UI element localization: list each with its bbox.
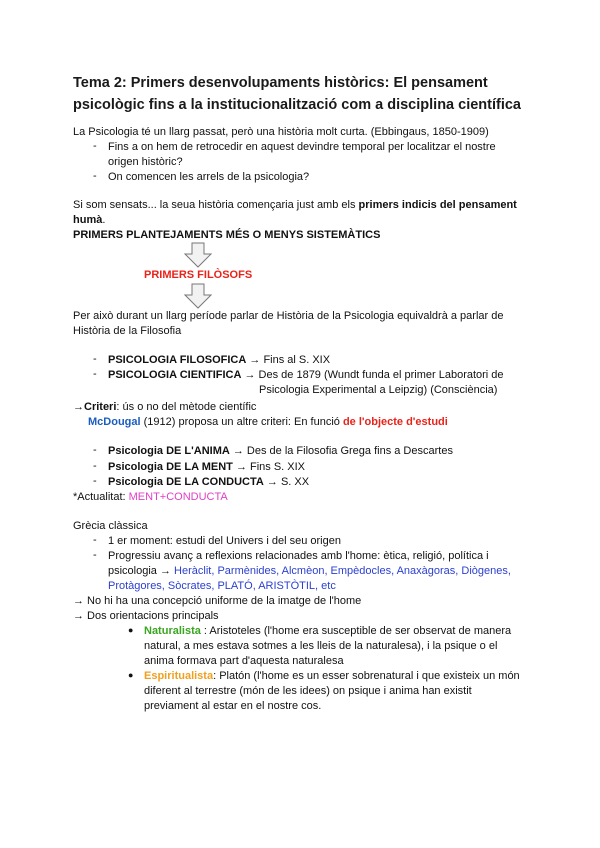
grecia-heading: Grècia clàssica — [73, 520, 148, 532]
per-aixo-line-1: Per això durant un llarg període parlar de Història de la Psicologia equivaldrà a parlar de — [73, 310, 504, 322]
senses-line-2: humà. — [73, 214, 106, 226]
dash: - — [93, 170, 97, 182]
naturalista-line-3: anima formava part d'aquesta naturalesa — [144, 655, 344, 667]
down-arrow-icon — [184, 283, 212, 309]
espiritualista-line-1: Espiritualista: Platón (l'home es un esser sobrenatural i que existeix un món — [144, 670, 520, 682]
dash: - — [93, 368, 97, 380]
naturalista-line-2: natural, a mes estava sotmes a les lleis de la naturalesa), i la psique o el — [144, 640, 498, 652]
dos-orientacions-line: → Dos orientacions principals — [73, 610, 219, 622]
dash: - — [93, 475, 97, 487]
actualitat-line: *Actualitat: MENT+CONDUCTA — [73, 491, 228, 503]
naturalista-line-1: Naturalista : Aristoteles (l'home era susceptible de ser observat de manera — [144, 625, 512, 637]
page-title: Tema 2: Primers desenvolupaments històrics: El pensament psicològic fins a la institucionalització com a disciplina científica — [73, 75, 521, 113]
no-uniforme-line: → No hi ha una concepció uniforme de la imatge de l'home — [73, 595, 362, 607]
espiritualista-line-3: previament al estar en el nostre cos. — [144, 700, 322, 712]
psicologia-filosofica: PSICOLOGIA FILOSOFICA → Fins al S. XIX — [108, 354, 331, 366]
dash: - — [93, 444, 97, 456]
psicologia-ment: Psicologia DE LA MENT → Fins S. XIX — [108, 461, 306, 473]
question-1a: Fins a on hem de retrocedir en aquest devindre temporal per localitzar el nostre — [108, 141, 496, 153]
grecia-item-1: 1 er moment: estudi del Univers i del seu origen — [108, 535, 341, 547]
grecia-item-2: Progressiu avanç a reflexions relacionades amb l'home: ètica, religió, política i — [108, 550, 489, 562]
espiritualista-line-2: diferent al terrestre (món de les idees) on psique i anima han existit — [144, 685, 472, 697]
intro-text: La Psicologia té un llarg passat, però una història molt curta. (Ebbingaus, 1850-1909) — [73, 126, 489, 138]
psicologia-cientifica: PSICOLOGIA CIENTIFICA → Des de 1879 (Wundt funda el primer Laboratori de — [108, 369, 504, 381]
dash: - — [93, 140, 97, 152]
psicologia-conducta: Psicologia DE LA CONDUCTA → S. XX — [108, 476, 310, 488]
dash: - — [93, 549, 97, 561]
bullet-icon: ● — [128, 670, 134, 680]
dash: - — [93, 534, 97, 546]
filosofs-heading: PRIMERS FILÒSOFS — [144, 269, 253, 281]
plantejaments-heading: PRIMERS PLANTEJAMENTS MÉS O MENYS SISTEMÀTICS — [73, 229, 381, 241]
dash: - — [93, 353, 97, 365]
grecia-names-2: Protàgores, Sòcrates, PLATÓ, ARISTÒTIL, etc — [108, 580, 336, 592]
grecia-item-2-cont: psicologia → Heràclit, Parmènides, Alcmèon, Empèdocles, Anaxàgoras, Diògenes, — [108, 565, 511, 577]
question-1b: origen històric? — [108, 156, 183, 168]
question-2: On comencen les arrels de la psicologia? — [108, 171, 310, 183]
down-arrow-icon — [184, 242, 212, 268]
dash: - — [93, 460, 97, 472]
senses-line: Si som sensats... la seua història començaria just amb els primers indicis del pensament — [73, 199, 517, 211]
bullet-icon: ● — [128, 625, 134, 635]
psicologia-cientifica-cont: Psicologia Experimental a Leipzig) (Consciència) — [259, 384, 498, 396]
psicologia-anima: Psicologia DE L'ANIMA → Des de la Filosofia Grega fins a Descartes — [108, 445, 453, 457]
per-aixo-line-2: Història de la Filosofia — [73, 325, 182, 337]
criteri-line: →Criteri: ús o no del mètode científic — [73, 401, 257, 413]
mcdougal-line: McDougal (1912) proposa un altre criteri: En funció de l'objecte d'estudi — [88, 416, 448, 428]
